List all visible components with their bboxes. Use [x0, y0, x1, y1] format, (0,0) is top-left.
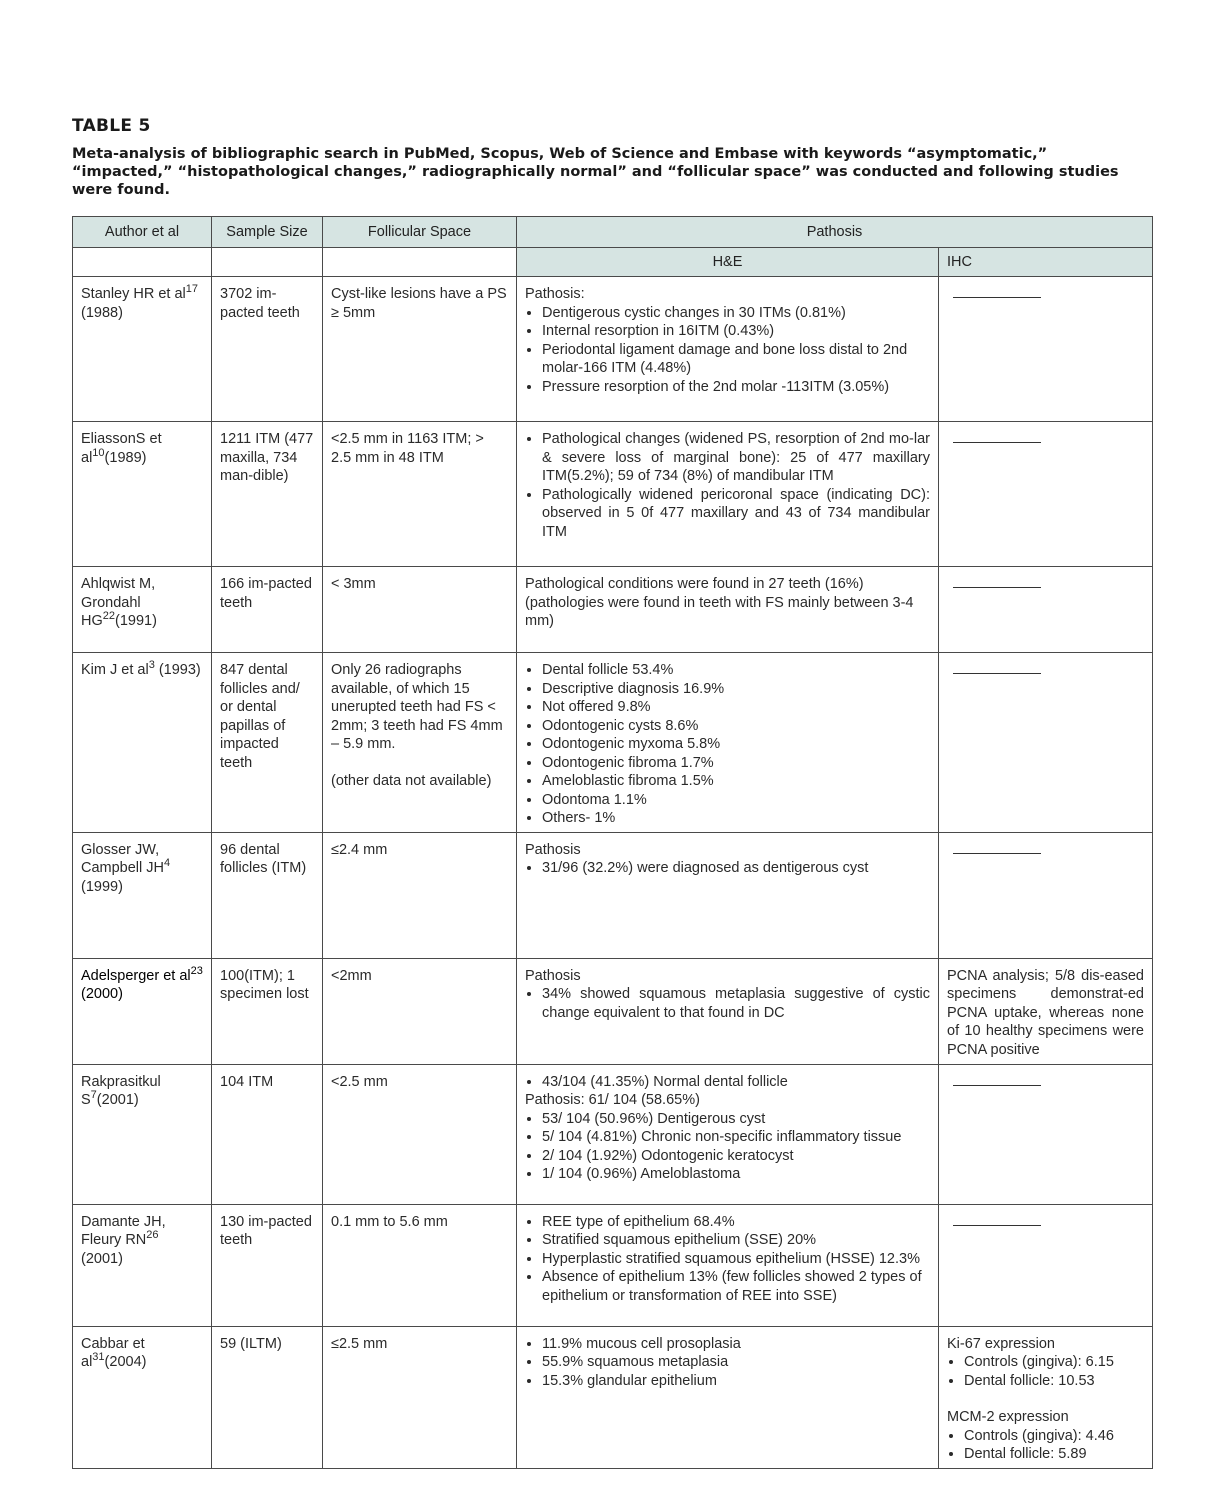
list-item: • Odontoma 1.1%: [542, 791, 930, 810]
he-cell: [517, 422, 939, 567]
list-item: • Odontogenic myxoma 5.8%: [542, 735, 930, 754]
ihc-cell: [939, 1326, 1153, 1468]
list-item: • 43/104 (41.35%) Normal dental follicle: [542, 1073, 930, 1092]
table-row: [73, 958, 1153, 1064]
subheader-empty: [323, 248, 517, 277]
ihc-title: MCM-2 expression: [947, 1409, 1069, 1425]
list-item: • 15.3% glandular epithelium: [542, 1372, 930, 1391]
list-item: • Dental follicle: 5.89: [964, 1445, 1144, 1464]
table-row: [73, 832, 1153, 958]
subheader-row: [73, 248, 1153, 277]
follicular-space-cell: Cyst-like lesions have a PS ≥ 5mm: [323, 277, 517, 422]
list-item: • Pathologically widened pericoronal space (indicating DC): observed in 5 0f 477 maxillary and 43 of 734 mandibular ITM: [542, 486, 930, 542]
table-label: TABLE 5: [72, 116, 151, 136]
sample-size-cell: 847 dental follicles and/ or dental papillas of impacted teeth: [212, 653, 323, 833]
he-mid: Pathosis: 61/ 104 (58.65%): [525, 1092, 700, 1108]
sample-size-cell: 1211 ITM (477 maxilla, 734 man-dible): [212, 422, 323, 567]
list-item: • 31/96 (32.2%) were diagnosed as dentigerous cyst: [542, 859, 930, 878]
ihc-title: Ki-67 expression: [947, 1335, 1055, 1352]
subheader-empty: [73, 248, 212, 277]
list-item: • Periodontal ligament damage and bone loss distal to 2nd molar-166 ITM (4.48%): [542, 341, 930, 378]
list-item: • Controls (gingiva): 6.15: [964, 1353, 1144, 1372]
list-item: • Not offered 9.8%: [542, 698, 930, 717]
author-cell: Kim J et $al^3$ (1993): [73, 653, 212, 833]
empty-dash: [953, 673, 1041, 674]
sample-size-cell: 130 im-pacted teeth: [212, 1204, 323, 1326]
ihc-cell: [939, 567, 1153, 653]
list-item: • 34% showed squamous metaplasia suggestive of cystic change equivalent to that found in DC: [542, 985, 930, 1022]
list-item: • Internal resorption in 16ITM (0.43%): [542, 322, 930, 341]
header-he: H&E: [517, 248, 939, 277]
table-row: [73, 422, 1153, 567]
follicular-space-cell: <2mm: [323, 958, 517, 1064]
empty-dash: [953, 587, 1041, 588]
sample-size-cell: 3702 im-pacted teeth: [212, 277, 323, 422]
ihc-cell: [939, 653, 1153, 833]
table-row: [73, 653, 1153, 833]
header-follicular-space: Follicular Space: [323, 217, 517, 248]
sample-size-cell: 100(ITM); 1 specimen lost: [212, 958, 323, 1064]
list-item: • Dentigerous cystic changes in 30 ITMs (0.81%): [542, 304, 930, 323]
he-intro: Pathosis:: [525, 286, 585, 302]
studies-table: [72, 216, 1153, 1469]
empty-dash: [953, 853, 1041, 854]
follicular-space-cell: 0.1 mm to 5.6 mm: [323, 1204, 517, 1326]
table-caption-block: [72, 116, 1152, 199]
author-cell: Cabbar et $al^{31}(2004)$: [73, 1326, 212, 1468]
author-cell: Damante JH, Fleury RN$^{26}$ (2001): [73, 1204, 212, 1326]
table-row: [73, 1326, 1153, 1468]
list-item: • Hyperplastic stratified squamous epithelium (HSSE) 12.3%: [542, 1250, 930, 1269]
list-item: • Pressure resorption of the 2nd molar -113ITM (3.05%): [542, 378, 930, 397]
list-item: • 2/ 104 (1.92%) Odontogenic keratocyst: [542, 1147, 930, 1166]
he-intro: Pathosis: [525, 967, 581, 984]
list-item: • Ameloblastic fibroma 1.5%: [542, 772, 930, 791]
follicular-text: Only 26 radiographs available, of which 15 unerupted teeth had FS < 2mm; 3 teeth had FS 4mm – 5.9 mm.: [331, 662, 503, 752]
author-cell: Adelsperger et $al^{23}$ (2000): [73, 958, 212, 1064]
author-cell: Glosser JW, Campbell $JH^4$ (1999): [73, 832, 212, 958]
empty-dash: [953, 297, 1041, 298]
list-item: • Descriptive diagnosis 16.9%: [542, 680, 930, 699]
author-cell: Ahlqwist M, Grondahl HG$^{22}$(1991): [73, 567, 212, 653]
empty-dash: [953, 1225, 1041, 1226]
he-cell: [517, 1064, 939, 1204]
list-item: • Others- 1%: [542, 809, 930, 828]
header-row: [73, 217, 1153, 248]
list-item: • 5/ 104 (4.81%) Chronic non-specific inflammatory tissue: [542, 1128, 930, 1147]
sample-size-cell: 166 im-pacted teeth: [212, 567, 323, 653]
he-cell: [517, 1326, 939, 1468]
header-sample-size: Sample Size: [212, 217, 323, 248]
ihc-cell: [939, 277, 1153, 422]
he-cell: [517, 958, 939, 1064]
list-item: • Odontogenic fibroma 1.7%: [542, 754, 930, 773]
author-cell: Rakprasitkul $S^7(2001)$: [73, 1064, 212, 1204]
sample-size-cell: 59 (ILTM): [212, 1326, 323, 1468]
he-cell: [517, 277, 939, 422]
he-cell: [517, 832, 939, 958]
ihc-cell: [939, 1064, 1153, 1204]
follicular-space-cell: ≤2.4 mm: [323, 832, 517, 958]
list-item: • 53/ 104 (50.96%) Dentigerous cyst: [542, 1110, 930, 1129]
header-pathosis: Pathosis: [517, 217, 1153, 248]
sample-size-cell: 104 ITM: [212, 1064, 323, 1204]
sample-size-cell: 96 dental follicles (ITM): [212, 832, 323, 958]
list-item: • Dental follicle 53.4%: [542, 661, 930, 680]
follicular-space-cell: <2.5 mm: [323, 1064, 517, 1204]
list-item: • 11.9% mucous cell prosoplasia: [542, 1335, 930, 1354]
table-row: [73, 1204, 1153, 1326]
empty-dash: [953, 442, 1041, 443]
list-item: • 55.9% squamous metaplasia: [542, 1353, 930, 1372]
follicular-space-cell: [323, 653, 517, 833]
subheader-empty: [212, 248, 323, 277]
follicular-space-cell: < 3mm: [323, 567, 517, 653]
list-item: • Dental follicle: 10.53: [964, 1372, 1144, 1391]
author-cell: Stanley HR et $al^{17}$ (1988): [73, 277, 212, 422]
list-item: • Controls (gingiva): 4.46: [964, 1427, 1144, 1446]
table-caption: Meta-analysis of bibliographic search in PubMed, Scopus, Web of Science and Embase with keywords “asymptomatic,” “impacted,” “histopathological changes,” radiographically normal” and “follicular space” was conducted and following studies were found.: [72, 146, 1119, 198]
table-row: [73, 567, 1153, 653]
follicular-space-cell: <2.5 mm in 1163 ITM; > 2.5 mm in 48 ITM: [323, 422, 517, 567]
ihc-cell: PCNA analysis; 5/8 dis-eased specimens demonstrat-ed PCNA uptake, whereas none of 10 healthy specimens were PCNA positive: [939, 958, 1153, 1064]
follicular-space-cell: ≤2.5 mm: [323, 1326, 517, 1468]
table-row: [73, 277, 1153, 422]
ihc-cell: [939, 422, 1153, 567]
list-item: • 1/ 104 (0.96%) Ameloblastoma: [542, 1165, 930, 1184]
follicular-note: (other data not available): [331, 772, 492, 789]
list-item: • REE type of epithelium 68.4%: [542, 1213, 930, 1232]
author-cell: EliassonS et $al^{10}(1989)$: [73, 422, 212, 567]
list-item: • Absence of epithelium 13% (few follicles showed 2 types of epithelium or transformation of REE into SSE): [542, 1268, 930, 1305]
header-author: Author et al: [73, 217, 212, 248]
he-cell: [517, 1204, 939, 1326]
list-item: • Odontogenic cysts 8.6%: [542, 717, 930, 736]
list-item: • Pathological changes (widened PS, resorption of 2nd mo-lar & severe loss of marginal bone): 25 of 477 maxillary ITM(5.2%); 59 of 734 (8%) of mandibular ITM: [542, 430, 930, 486]
table-row: [73, 1064, 1153, 1204]
he-intro: Pathosis: [525, 841, 581, 858]
empty-dash: [953, 1085, 1041, 1086]
ihc-cell: [939, 1204, 1153, 1326]
he-cell: Pathological conditions were found in 27 teeth (16%) (pathologies were found in teeth with FS mainly between 3-4 mm): [517, 567, 939, 653]
he-cell: [517, 653, 939, 833]
header-ihc: IHC: [939, 248, 1153, 277]
ihc-cell: [939, 832, 1153, 958]
list-item: • Stratified squamous epithelium (SSE) 20%: [542, 1231, 930, 1250]
